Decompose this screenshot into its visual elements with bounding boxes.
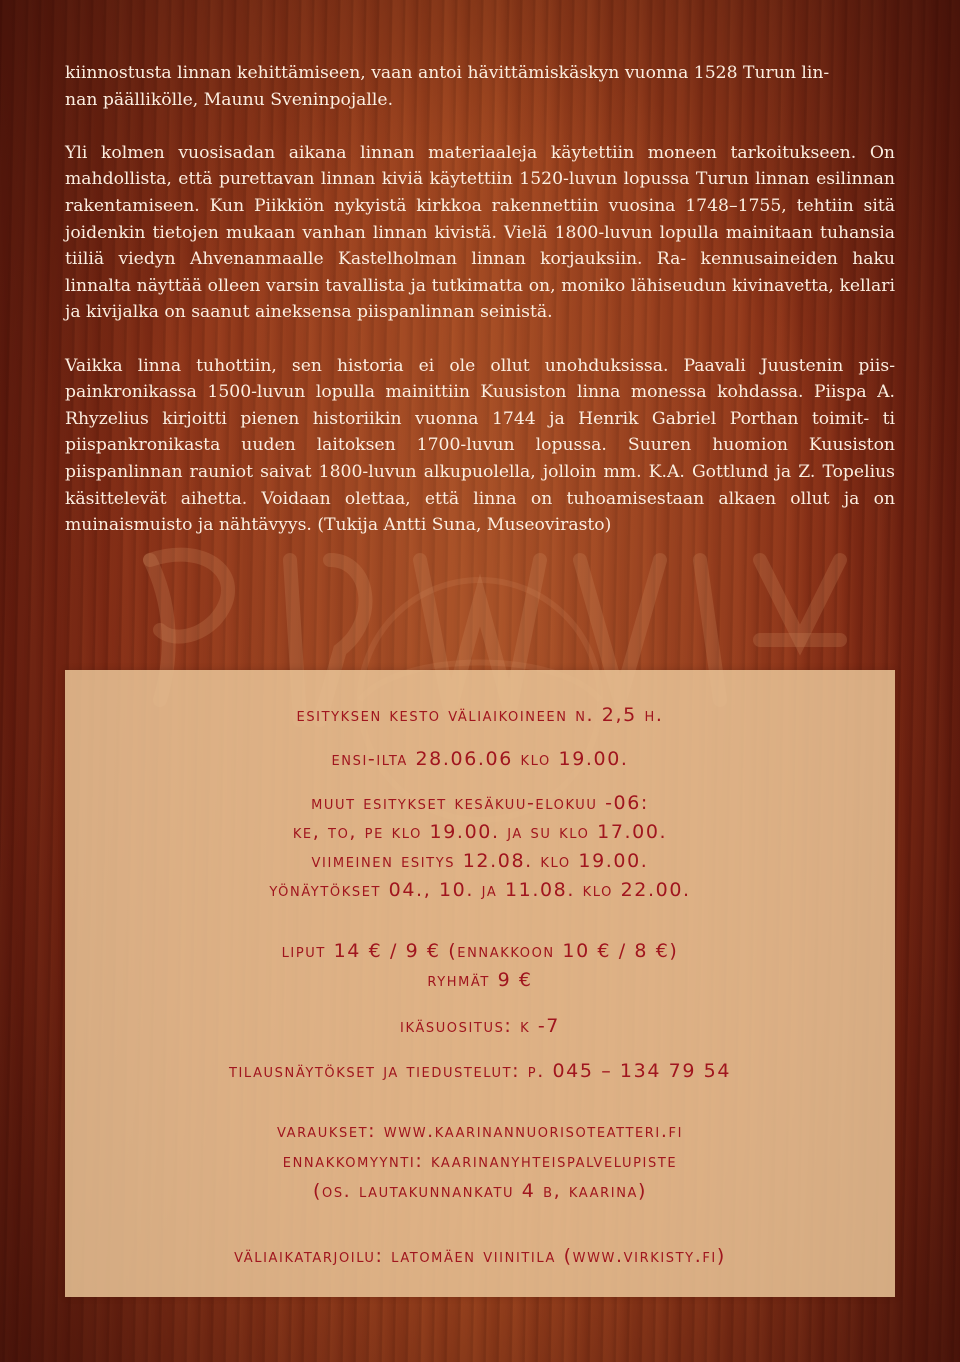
text-line: lähiseudun kivinavetta, kellari ja kivijalka on saanut aineksensa piispanlinnan seinistä. xyxy=(65,275,895,323)
orders-phone-text: tilausnäytökset ja tiedustelut: p. 045 – 134 79 54 xyxy=(228,1060,732,1082)
weekday-shows-text: ke, to, pe klo 19.00. ja su klo 17.00. xyxy=(292,821,668,843)
text-line: esilinnan rakentamiseen. Kun Piikkiön nykyistä kirkkoa rakennettiin vuosina 1748–1755, xyxy=(65,169,896,216)
premiere-text: ensi-ilta 28.06.06 klo 19.00. xyxy=(331,748,629,770)
text-line: kiinnostusta linnan kehittämiseen, vaan antoi hävittämiskäskyn vuonna 1528 Turun lin- xyxy=(65,63,830,83)
paragraph-2 xyxy=(65,140,895,326)
presale-text: ennakkomyynti: kaarinanyhteispalvelupiste xyxy=(282,1150,678,1172)
group-price-text: ryhmät 9 € xyxy=(427,969,533,991)
text-line: kennusaineiden haku linnalta näyttää olleen varsin tavallista ja tutkimatta on, moniko xyxy=(65,249,895,296)
text-line: ti piispankronikasta uuden laitoksen 1700-luvun lopussa. Suuren huomion Kuusiston xyxy=(65,408,895,456)
text-line: On mahdollista, että purettavan linnan kiviä käytettiin 1520-luvun lopussa Turun linnan xyxy=(65,142,895,190)
text-line: Yli kolmen vuosisadan aikana linnan materiaaleja käytettiin moneen tarkoitukseen. xyxy=(65,142,857,163)
presale-address-text: (os. lautakunnankatu 4 b, kaarina) xyxy=(312,1180,648,1202)
history-text xyxy=(65,60,895,539)
text-line: nan päällikölle, Maunu Sveninpojalle. xyxy=(65,89,394,110)
last-show-text: viimeinen esitys 12.08. klo 19.00. xyxy=(311,850,649,872)
age-rating-text: ikäsuositus: k -7 xyxy=(400,1015,560,1037)
paragraph-3 xyxy=(65,353,895,539)
intermission-text: väliaikatarjoilu: latomäen viinitila (www.virkisty.fi) xyxy=(234,1245,726,1267)
text-line: piispanlinnan rauniot saivat 1800-luvun alkupuolella, jolloin mm. K.A. Gottlund ja Z. xyxy=(65,461,816,482)
duration-text: esityksen kesto väliaikoineen n. 2,5 h. xyxy=(296,704,664,726)
show-info-box xyxy=(65,670,895,1297)
text-line: Topelius käsittelevät aihetta. Voidaan olettaa, että linna on tuhoamisestaan alkaen ollut xyxy=(65,461,895,509)
text-line: A. Rhyzelius kirjoitti pienen historiikin vuonna 1744 ja Henrik Gabriel Porthan toimit- xyxy=(65,382,895,429)
text-line: Vaikka linna tuhottiin, sen historia ei ole ollut unohduksissa. Paavali Juustenin piis- xyxy=(65,355,895,376)
text-line: painkronikassa 1500-luvun lopulla mainittiin Kuusiston linna monessa kohdassa. Piispa xyxy=(65,382,867,403)
text-line: ja on muinaismuisto ja nähtävyys. (Tukija Antti Suna, Museovirasto) xyxy=(65,488,896,536)
text-line: mainitaan tuhansia tiiliä viedyn Ahvenanmaalle Kastelholman linnan korjauksiin. Ra- xyxy=(65,222,895,270)
night-shows-text: yönäytökset 04., 10. ja 11.08. klo 22.00. xyxy=(269,879,691,901)
reservations-link[interactable]: varaukset: www.kaarinannuorisoteatteri.fi xyxy=(276,1120,684,1142)
text-line: tehtiin sitä joidenkin tietojen mukaan vanhan linnan kivistä. Vielä 1800-luvun lopulla xyxy=(65,195,895,243)
other-shows-heading: muut esitykset kesäkuu-elokuu -06: xyxy=(311,792,649,814)
paragraph-1 xyxy=(65,60,895,113)
tickets-text: liput 14 € / 9 € (ennakkoon 10 € / 8 €) xyxy=(281,940,679,962)
